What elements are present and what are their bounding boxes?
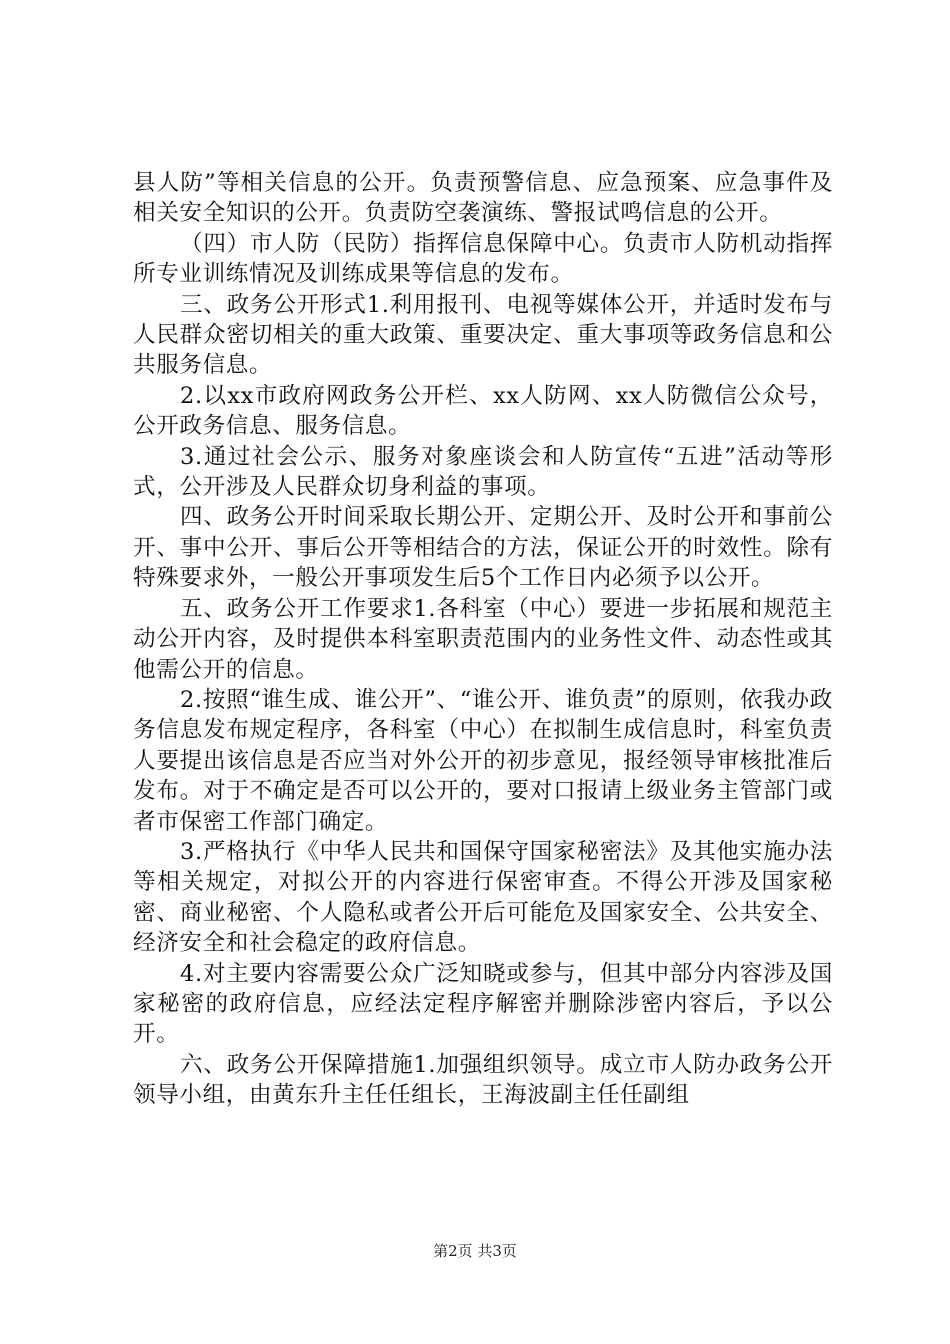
paragraph-continuation: 县人防”等相关信息的公开。负责预警信息、应急预案、应急事件及相关安全知识的公开。负责防空袭演练、警报试鸣信息的公开。 <box>133 170 833 227</box>
paragraph-section-4: （四）市人防（民防）指挥信息保障中心。负责市人防机动指挥所专业训练情况及训练成果等信息的发布。 <box>133 230 833 288</box>
paragraph-requirement-4: 4.对主要内容需要公众广泛知晓或参与，但其中部分内容涉及国家秘密的政府信息，应经法定程序解密并删除涉密内容后，予以公开。 <box>133 960 833 1048</box>
paragraph-requirement-2: 2.按照“谁生成、谁公开”、“谁公开、谁负责”的原则，依我办政务信息发布规定程序，各科室（中心）在拟制生成信息时，科室负责人要提出该信息是否应当对外公开的初步意见，报经领导审核批准后发布。对于不确定是否可以公开的，要对口报请上级业务主管部门或者市保密工作部门确定。 <box>133 686 833 835</box>
page-number-footer: 第2页 共3页 <box>433 1242 517 1260</box>
paragraph-publication-forms: 三、政务公开形式1.利用报刊、电视等媒体公开，并适时发布与人民群众密切相关的重大政策、重要决定、重大事项等政务信息和公共服务信息。 <box>133 291 833 379</box>
document-body <box>133 168 833 1111</box>
paragraph-requirement-3: 3.严格执行《中华人民共和国保守国家秘密法》及其他实施办法等相关规定，对拟公开的内容进行保密审查。不得公开涉及国家秘密、商业秘密、个人隐私或者公开后可能危及国家安全、公共安全、经济安全和社会稳定的政府信息。 <box>133 838 833 957</box>
paragraph-item-3: 3.通过社会公示、服务对象座谈会和人防宣传“五进”活动等形式，公开涉及人民群众切身利益的事项。 <box>133 443 833 501</box>
paragraph-safeguard-measures: 六、政务公开保障措施1.加强组织领导。成立市人防办政务公开领导小组，由黄东升主任任组长，王海波副主任任副组 <box>133 1051 833 1109</box>
paragraph-item-2: 2.以xx市政府网政务公开栏、xx人防网、xx人防微信公众号，公开政务信息、服务信息。 <box>133 382 833 440</box>
paragraph-work-requirements: 五、政务公开工作要求1.各科室（中心）要进一步拓展和规范主动公开内容，及时提供本科室职责范围内的业务性文件、动态性或其他需公开的信息。 <box>133 595 833 683</box>
paragraph-publication-time: 四、政务公开时间采取长期公开、定期公开、及时公开和事前公开、事中公开、事后公开等相结合的方法，保证公开的时效性。除有特殊要求外，一般公开事项发生后5个工作日内必须予以公开。 <box>133 504 833 592</box>
